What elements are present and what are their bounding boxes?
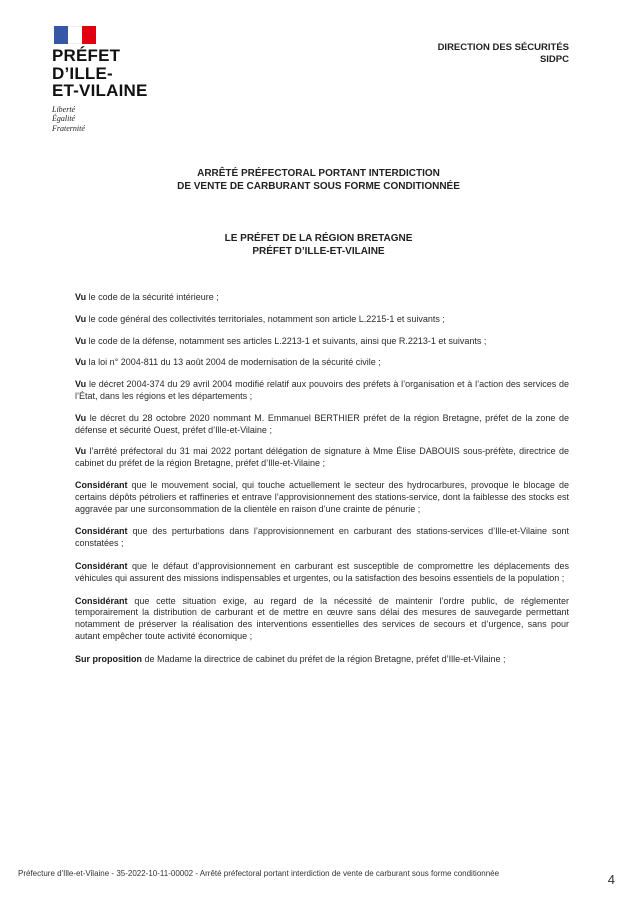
recital-lead: Vu bbox=[75, 335, 87, 346]
recital-paragraph bbox=[75, 357, 569, 369]
recital-text: que le défaut d’approvisionnement en carburant est susceptible de compromettre les déplacements des véhicules qui assurent des missions indispensables et urgentes, ou la satisfaction des besoins essentiels de la population ; bbox=[75, 560, 569, 583]
logo-line: ET-VILAINE bbox=[52, 81, 148, 100]
recital-paragraph bbox=[75, 336, 569, 348]
recitals bbox=[75, 292, 569, 666]
prefecture-logo bbox=[52, 26, 162, 133]
authority-heading bbox=[0, 233, 637, 258]
recital-lead: Considérant bbox=[75, 479, 128, 490]
recital-text: le code général des collectivités territoriales, notamment son article L.2215-1 et suivants ; bbox=[86, 313, 445, 324]
recital-paragraph bbox=[75, 379, 569, 403]
recital-lead: Considérant bbox=[75, 560, 128, 571]
recital-paragraph bbox=[75, 314, 569, 326]
recital-text: le décret du 28 octobre 2020 nommant M. Emmanuel BERTHIER préfet de la région Bretagne, préfet de la zone de défense et sécurité Ouest, préfet d’Ille-et-Vilaine ; bbox=[75, 412, 569, 435]
recital-paragraph bbox=[75, 413, 569, 437]
decree-title bbox=[0, 168, 637, 193]
recital-lead: Sur proposition bbox=[75, 653, 142, 664]
french-flag-icon bbox=[54, 26, 96, 44]
recital-paragraph bbox=[75, 561, 569, 585]
issuing-direction bbox=[438, 42, 569, 66]
logo-wordmark bbox=[52, 47, 162, 100]
direction-name: DIRECTION DES SÉCURITÉS bbox=[437, 42, 569, 53]
recital-text: que des perturbations dans l’approvisionnement en carburant des stations-services d’Ille-et-Vilaine sont constatées ; bbox=[75, 526, 569, 549]
authority-line: LE PRÉFET DE LA RÉGION BRETAGNE bbox=[224, 233, 413, 244]
recital-paragraph bbox=[75, 292, 569, 304]
recital-text: le code de la défense, notamment ses articles L.2213-1 et suivants, ainsi que R.2213-1 et suivants ; bbox=[86, 335, 487, 346]
recital-paragraph bbox=[75, 654, 569, 666]
logo-line: PRÉFET bbox=[52, 46, 121, 65]
decree-title-line: ARRÊTÉ PRÉFECTORAL PORTANT INTERDICTION bbox=[197, 168, 440, 179]
recital-lead: Considérant bbox=[75, 595, 128, 606]
recital-lead: Vu bbox=[75, 313, 87, 324]
recital-paragraph bbox=[75, 480, 569, 515]
recital-text: que le mouvement social, qui touche actuellement le secteur des hydrocarbures, provoque le blocage de certains dépôts pétroliers et raffineries et entrave l’approvisionnement des stations-service, dont la faiblesse des stocks est aggravée par une surconsommation de la clientèle en raison d’une crainte de pénurie ; bbox=[75, 479, 569, 514]
recital-paragraph bbox=[75, 526, 569, 550]
recital-lead: Vu bbox=[75, 292, 87, 302]
recital-lead: Vu bbox=[75, 379, 87, 390]
recital-text: de Madame la directrice de cabinet du préfet de la région Bretagne, préfet d’Ille-et-Vilaine ; bbox=[142, 653, 506, 664]
recital-text: le code de la sécurité intérieure ; bbox=[86, 292, 219, 302]
decree-title-line: DE VENTE DE CARBURANT SOUS FORME CONDITIONNÉE bbox=[177, 180, 460, 192]
recital-lead: Considérant bbox=[75, 526, 128, 537]
republic-motto bbox=[52, 105, 162, 134]
motto-line: Fraternité bbox=[52, 123, 85, 133]
recital-text: la loi n° 2004-811 du 13 août 2004 de modernisation de la sécurité civile ; bbox=[86, 357, 381, 368]
recital-lead: Vu bbox=[75, 357, 87, 368]
motto-line: Égalité bbox=[52, 114, 76, 123]
recital-paragraph bbox=[75, 446, 569, 470]
authority-line: PRÉFET D’ILLE-ET-VILAINE bbox=[252, 245, 385, 257]
recital-text: le décret 2004-374 du 29 avril 2004 modifié relatif aux pouvoirs des préfets à l’organisation et à l’action des services de l’État, dans les régions et les départements ; bbox=[75, 379, 569, 401]
recital-lead: Vu bbox=[75, 412, 87, 423]
logo-line: D’ILLE- bbox=[52, 63, 113, 83]
recital-lead: Vu bbox=[75, 446, 87, 457]
page-number: 4 bbox=[607, 872, 615, 887]
recital-text: l’arrêté préfectoral du 31 mai 2022 portant délégation de signature à Mme Élise DABOUIS sous-préfète, directrice de cabinet du préfet de la région Bretagne, préfet d’Ille-et-Vilaine ; bbox=[75, 446, 569, 469]
recital-paragraph bbox=[75, 596, 569, 643]
direction-service: SIDPC bbox=[539, 54, 569, 65]
page-footer: Préfecture d'Ille-et-Vilaine - 35-2022-10-11-00002 - Arrêté préfectoral portant interdiction de vente de carburant sous forme conditionnée bbox=[18, 869, 500, 878]
recital-text: que cette situation exige, au regard de la nécessité de maintenir l’ordre public, de réglementer temporairement la distribution de carburant et de mettre en œuvre sans délai des mesures de sauvegarde permettant notamment de préserver la réalisation des interventions essentielles des services de secours et d’urgence, sans pour autant empêcher toute activité économique ; bbox=[75, 595, 569, 641]
motto-line: Liberté bbox=[52, 104, 76, 114]
